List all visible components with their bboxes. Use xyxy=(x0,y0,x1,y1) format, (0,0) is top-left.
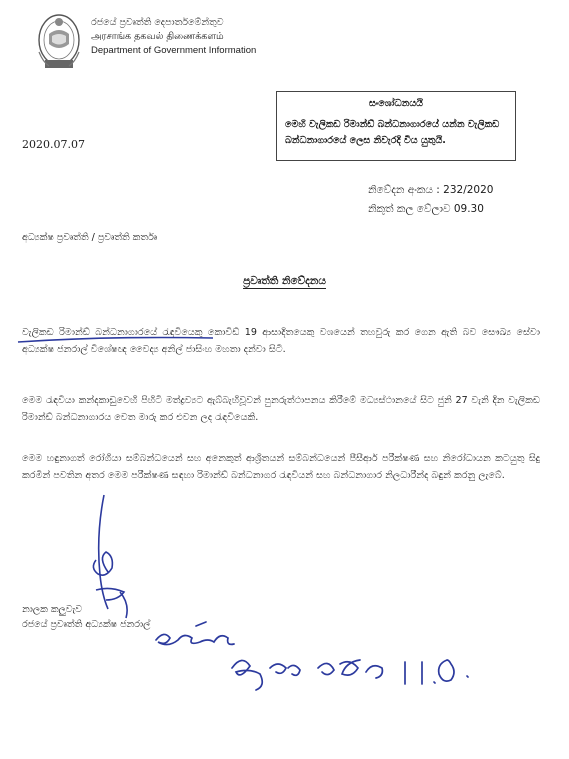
release-number: නිවේදන අංකය : 232/2020 xyxy=(368,184,494,196)
correction-notice xyxy=(276,91,516,161)
signature xyxy=(93,495,127,618)
signatory-name: නාලක කලුවැව xyxy=(22,604,83,615)
correction-title: සංශෝධනයයි xyxy=(368,98,424,109)
release-date: 2020.07.07 xyxy=(22,138,85,151)
release-time: නිකුත් කල වේලාව 09.30 xyxy=(368,203,484,215)
addressee: අධ්‍යක්ෂ ප්‍රවෘත්ති / ප්‍රවෘත්ති කර්තෘ xyxy=(22,232,157,243)
paragraph-1: වැලිකඩ රිමාන්ඩ් බන්ධනාගාරයේ රැඳවියෙකු කොවිඩ් 19 ආසාදිතයෙකු වශයෙන් තහවුරු කර ගෙන ඇති බව සෞඛ්‍ය සේවා අධ්‍යක්ෂ ජනරාල් විශේෂඥ වෛද්‍ය අනිල් ජාසිංහ මහතා දන්වා සිටී. xyxy=(22,327,540,355)
heading-text: ප්‍රවෘත්ති නිවේදනය xyxy=(243,275,326,287)
letterhead-english: Department of Government Information xyxy=(91,45,257,56)
release-meta xyxy=(368,181,493,219)
letterhead-tamil: அரசாங்க தகவல் திணைக்களம் xyxy=(91,31,224,42)
signatory xyxy=(22,602,150,632)
letterhead xyxy=(91,16,256,58)
paragraph-3: මෙම හඳුනාගත් රෝගියා සම්බන්ධයෙන් සහ අනෙකුත් ආශ්‍රිතයන් සම්බන්ධයෙන් පීසීආර් පරීක්ෂණ සහ නිරෝධායන කටයුතු සිදු කරමින් පවතින අතර මෙම පරීක්ෂණ සඳහා රිමාන්ඩ් බන්ධනාගර රැඳවියන් සහ බන්ධනාගාර නිලධාරීන්ද බඳුන් කරනු ලැබේ. xyxy=(22,453,540,481)
handwritten-amendment xyxy=(156,622,468,690)
correction-text: මෙහි වැලිකඩ රිමාන්ඩ් බන්ධනාගාරයේ යන්න වැලිකඩ බන්ධනාගාරයේ ලෙස නිවැරදි විය යුතුයි. xyxy=(285,119,500,146)
government-emblem-icon xyxy=(35,12,83,74)
letterhead-sinhala: රජයේ ප්‍රවෘත්ති දෙපාර්තමේන්තුව xyxy=(91,17,224,28)
signatory-title: රජයේ ප්‍රවෘත්ති අධ්‍යක්ෂ ජනරාල් xyxy=(22,619,151,630)
paragraph-2: මෙම රැඳවියා කන්දකාඩුවෙහි පිහිටි මත්ද්‍රව්‍යට ඇබ්බැහිවූවන් පුනරුත්ථාපනය කිරීමේ මධ්‍යස්ථානයේ සිට ජුනි 27 වැනි දින වැලිකඩ රිමාන්ඩ් බන්ධනාගාරය වෙත මාරු කර එවන ලද රැඳවියෙකි. xyxy=(22,395,540,423)
page-title xyxy=(0,275,569,288)
